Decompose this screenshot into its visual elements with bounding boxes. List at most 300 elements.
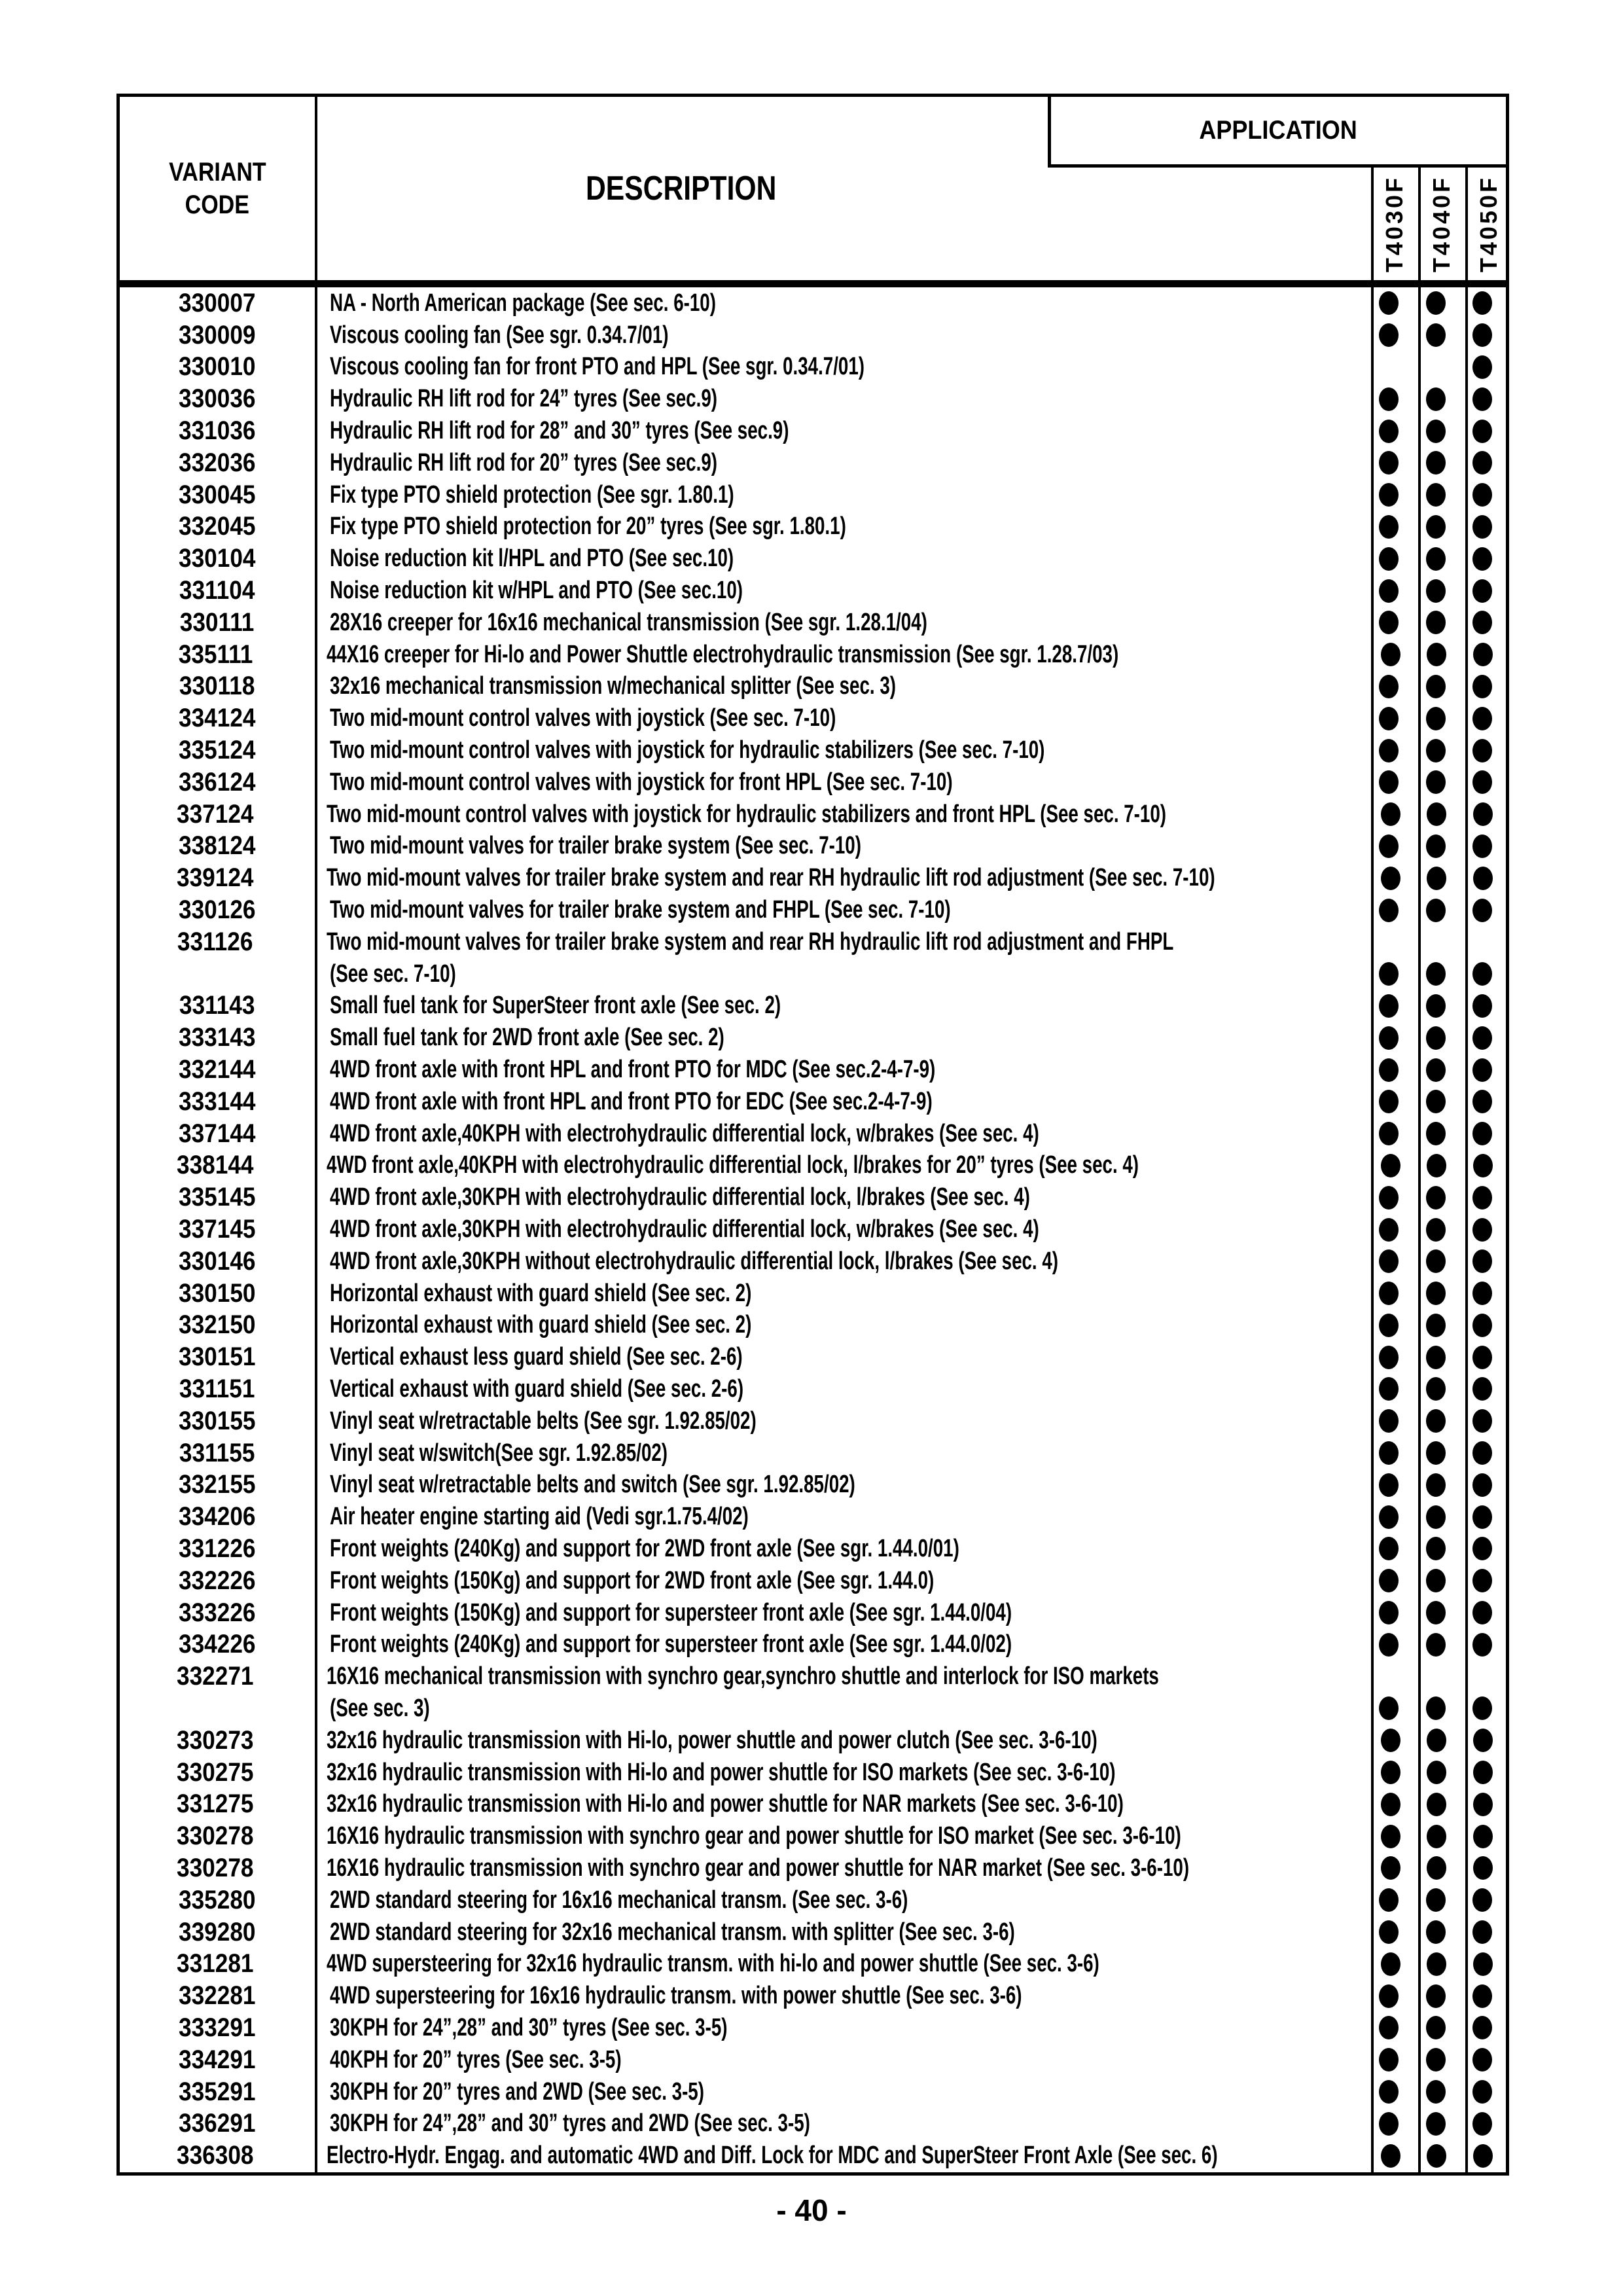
application-dot (1379, 1537, 1399, 1560)
variant-code: 330045 (178, 480, 256, 509)
application-dot (1472, 1696, 1492, 1720)
description-cell (314, 1280, 1365, 1308)
application-dot (1427, 1825, 1446, 1848)
variant-code: 335111 (178, 639, 253, 669)
variant-code-cell (120, 1087, 314, 1117)
application-dot (1381, 1952, 1400, 1976)
variant-code-cell (120, 800, 311, 829)
table-row (120, 607, 1506, 639)
application-dot (1379, 1601, 1399, 1624)
variant-code: 334291 (178, 2045, 256, 2074)
table-row (120, 1788, 1506, 1820)
application-dot (1426, 2016, 1446, 2039)
page-number: - 40 - (776, 2193, 847, 2227)
application-dot (1472, 2080, 1492, 2104)
description-cell (314, 449, 1365, 477)
application-dot (1381, 1793, 1400, 1816)
application-dot (1379, 451, 1399, 475)
table-row (120, 639, 1506, 671)
description-cell (311, 1854, 1367, 1882)
application-dot (1426, 1026, 1446, 1050)
variant-code-cell (120, 2013, 314, 2043)
description-text: Vinyl seat w/retractable belts and switch (See sgr. 1.92.85/02) (329, 1471, 855, 1499)
variant-code-cell (120, 289, 314, 318)
application-dot (1472, 1888, 1492, 1912)
table-row (120, 351, 1506, 384)
application-dot (1472, 675, 1492, 698)
variant-code: 330278 (177, 1853, 254, 1882)
variant-code: 332036 (178, 448, 256, 477)
application-dot (1427, 867, 1446, 890)
application-dot (1379, 515, 1399, 539)
table-row (120, 926, 1506, 958)
application-dot (1426, 579, 1446, 603)
application-dot (1473, 1856, 1493, 1880)
description-text: Viscous cooling fan for front PTO and HPL (See sgr. 0.34.7/01) (329, 353, 865, 381)
description-cell (314, 545, 1365, 573)
variant-code: 335145 (178, 1183, 256, 1212)
application-dot (1426, 515, 1446, 539)
variant-code-cell (120, 863, 311, 893)
variant-code: 331151 (179, 1374, 255, 1403)
description-cell (314, 417, 1365, 445)
application-dot (1472, 1920, 1492, 1944)
application-dot (1472, 579, 1492, 603)
description-text: 4WD supersteering for 32x16 hydraulic transm. with hi-lo and power shuttle (See sec. 3-6) (327, 1950, 1100, 1978)
variant-code-cell (120, 1566, 314, 1596)
description-text: Vinyl seat w/retractable belts (See sgr. 1.92.85/02) (329, 1407, 757, 1435)
description-text: 4WD supersteering for 16x16 hydraulic transm. with power shuttle (See sec. 3-6) (329, 1982, 1022, 2010)
application-dot (1472, 451, 1492, 475)
table-row (120, 1597, 1506, 1629)
description-cell (314, 1056, 1365, 1084)
variant-code-cell (120, 1439, 314, 1468)
table-row (120, 1437, 1506, 1469)
application-dot (1379, 611, 1399, 634)
description-text: 16X16 hydraulic transmission with synchro gear and power shuttle for NAR market (See sec. 3-6-10) (327, 1854, 1190, 1882)
application-dot (1379, 1218, 1399, 1242)
description-text: Fix type PTO shield protection for 20” tyres (See sgr. 1.80.1) (329, 512, 846, 541)
table-row (120, 1054, 1506, 1086)
variant-code: 331104 (179, 576, 255, 605)
variant-code-cell (120, 1630, 314, 1659)
application-dot (1379, 994, 1399, 1018)
application-cell-t4030f (1367, 1856, 1414, 1880)
description-cell (314, 1183, 1365, 1211)
variant-code: 330104 (178, 544, 256, 573)
description-text: Two mid-mount valves for trailer brake system and rear RH hydraulic lift rod adjustment (See sec. 7-10) (327, 864, 1215, 892)
variant-code: 332271 (177, 1662, 254, 1691)
description-text: Two mid-mount control valves with joystick for hydraulic stabilizers (See sec. 7-10) (329, 736, 1045, 764)
description-text: 28X16 creeper for 16x16 mechanical transmission (See sgr. 1.28.1/04) (329, 608, 927, 636)
application-dot (1426, 1441, 1446, 1465)
table-row (120, 287, 1506, 319)
description-cell (314, 512, 1365, 541)
application-dot (1473, 1154, 1493, 1177)
table-row (120, 479, 1506, 511)
variant-code-cell (120, 1981, 314, 2011)
variant-code: 330150 (178, 1278, 256, 1308)
description-text: Hydraulic RH lift rod for 28” and 30” tyres (See sec.9) (329, 417, 789, 445)
application-dot (1426, 1888, 1446, 1912)
application-dot (1472, 1186, 1492, 1210)
application-dot (1379, 1249, 1399, 1273)
application-dot (1379, 579, 1399, 603)
application-column-divider-2 (1418, 168, 1421, 2172)
application-dot (1379, 2048, 1399, 2072)
table-body (120, 287, 1506, 2172)
description-text: Two mid-mount valves for trailer brake system (See sec. 7-10) (329, 832, 861, 860)
description-text: Air heater engine starting aid (Vedi sgr.1.75.4/02) (329, 1503, 749, 1531)
variant-code-cell (120, 1247, 314, 1276)
description-text: Two mid-mount control valves with joystick for front HPL (See sec. 7-10) (329, 768, 953, 796)
application-dot (1379, 483, 1399, 507)
variant-code-cell (120, 927, 311, 957)
application-dot (1426, 770, 1446, 794)
application-dot (1427, 1761, 1446, 1784)
application-dot (1426, 387, 1446, 411)
description-cell (311, 1950, 1367, 1978)
table-row (120, 1565, 1506, 1597)
variant-code-cell (120, 1821, 311, 1851)
application-dot (1472, 547, 1492, 571)
application-cell-t4030f (1367, 1825, 1414, 1848)
variant-code: 335280 (178, 1885, 256, 1914)
application-dot (1472, 1282, 1492, 1305)
description-cell (314, 1311, 1365, 1339)
description-text: (See sec. 3) (329, 1694, 430, 1722)
application-dot (1472, 1984, 1492, 2008)
description-cell (311, 928, 1367, 956)
application-dot (1426, 1505, 1446, 1529)
application-dot (1426, 2112, 1446, 2136)
application-dot (1427, 1856, 1446, 1880)
application-dot (1473, 867, 1493, 890)
application-dot (1379, 1441, 1399, 1465)
application-dot (1379, 1920, 1399, 1944)
variant-code-cell (120, 1310, 314, 1340)
application-dot (1379, 2016, 1399, 2039)
variant-code-cell (120, 1662, 311, 1691)
variant-code: 330009 (178, 320, 256, 350)
description-text: Small fuel tank for 2WD front axle (See sec. 2) (329, 1024, 724, 1052)
application-dot (1426, 547, 1446, 571)
description-cell (311, 2142, 1367, 2170)
application-dot (1426, 739, 1446, 762)
application-dot (1426, 707, 1446, 730)
model-label-t4040f: T4040F (1428, 175, 1455, 272)
application-dot (1472, 291, 1492, 315)
variant-code: 330278 (177, 1821, 254, 1851)
application-dot (1426, 1186, 1446, 1210)
application-dot (1426, 1920, 1446, 1944)
application-dot (1426, 1249, 1446, 1273)
variant-code-cell (120, 416, 314, 446)
description-cell (314, 1535, 1365, 1563)
application-dot (1426, 291, 1446, 315)
description-cell (314, 1120, 1365, 1148)
variant-code-cell (120, 1055, 314, 1085)
table-row (120, 415, 1506, 447)
variant-code: 334226 (178, 1630, 256, 1659)
application-dot (1472, 994, 1492, 1018)
application-dot (1472, 1441, 1492, 1465)
description-cell (311, 1822, 1367, 1850)
application-dot (1426, 1314, 1446, 1337)
variant-code: 331281 (177, 1949, 254, 1979)
application-dot (1472, 770, 1492, 794)
variant-code: 330010 (178, 352, 256, 382)
description-text: Two mid-mount valves for trailer brake system and rear RH hydraulic lift rod adjustment and FHPL (327, 927, 1174, 956)
application-dot (1472, 2016, 1492, 2039)
application-dot (1427, 643, 1446, 666)
table-row (120, 1884, 1506, 1916)
description-text: 30KPH for 24”,28” and 30” tyres and 2WD (See sec. 3-5) (329, 2109, 810, 2138)
table-row (120, 1469, 1506, 1501)
description-text: Vinyl seat w/switch(See sgr. 1.92.85/02) (329, 1439, 668, 1467)
variant-table (116, 94, 1509, 2176)
table-row (120, 543, 1506, 575)
application-dot (1381, 867, 1400, 890)
variant-code-cell (120, 1726, 311, 1755)
application-dot (1379, 707, 1399, 730)
variant-code-cell (120, 1407, 314, 1436)
description-text: 4WD front axle,40KPH with electrohydraulic differential lock, l/brakes for 20” tyres (See sec. 4) (327, 1151, 1139, 1179)
application-dot (1379, 770, 1399, 794)
description-text: 4WD front axle with front HPL and front PTO for EDC (See sec.2-4-7-9) (329, 1087, 933, 1115)
description-text: Vertical exhaust less guard shield (See sec. 2-6) (329, 1343, 743, 1371)
variant-code-cell (120, 640, 311, 670)
application-cell-t4030f (1367, 1761, 1414, 1784)
description-cell (311, 1662, 1367, 1691)
variant-code: 330273 (177, 1725, 254, 1755)
application-dot (1381, 802, 1400, 826)
application-dot (1472, 962, 1492, 986)
description-cell (314, 896, 1365, 924)
variant-code: 331226 (178, 1534, 256, 1563)
application-dot (1472, 1090, 1492, 1113)
application-dot (1427, 1154, 1446, 1177)
description-cell (314, 1024, 1365, 1052)
application-dot (1379, 1186, 1399, 1210)
variant-code-cell (120, 480, 314, 510)
variant-code: 335291 (178, 2077, 256, 2106)
application-dot (1426, 1282, 1446, 1305)
table-row (120, 958, 1506, 990)
variant-code: 331126 (177, 927, 253, 956)
variant-code: 332045 (178, 512, 256, 541)
description-text: Horizontal exhaust with guard shield (See sec. 2) (329, 1279, 751, 1307)
description-text: 32x16 hydraulic transmission with Hi-lo and power shuttle for NAR markets (See sec. 3-6-10) (327, 1790, 1124, 1818)
description-cell (314, 2078, 1365, 2106)
application-dot (1472, 1026, 1492, 1050)
application-dot (1473, 643, 1493, 666)
description-cell (314, 385, 1365, 413)
description-text: Front weights (240Kg) and support for 2WD front axle (See sgr. 1.44.0/01) (329, 1534, 959, 1562)
description-text: Noise reduction kit l/HPL and PTO (See sec.10) (329, 545, 734, 573)
application-dot (1427, 802, 1446, 826)
description-cell (311, 1790, 1367, 1818)
table-row (120, 319, 1506, 351)
description-cell (314, 1215, 1365, 1244)
table-row (120, 1725, 1506, 1757)
application-cell-t4030f (1367, 802, 1414, 826)
application-dot (1472, 1537, 1492, 1560)
application-column-divider-1 (1371, 168, 1374, 2172)
model-label-t4030f: T4030F (1381, 175, 1408, 272)
description-text: 4WD front axle with front HPL and front PTO for MDC (See sec.2-4-7-9) (329, 1056, 935, 1084)
variant-code: 331155 (179, 1438, 255, 1467)
table-row (120, 1501, 1506, 1533)
application-header: APPLICATION (1048, 97, 1506, 168)
variant-code-cell (120, 1918, 314, 1947)
table-row (120, 511, 1506, 543)
application-dot (1472, 2112, 1492, 2136)
application-dot (1379, 1505, 1399, 1529)
description-text: Viscous cooling fan (See sgr. 0.34.7/01) (329, 321, 669, 349)
variant-code-cell (120, 1151, 311, 1180)
application-dot (1426, 1409, 1446, 1433)
table-row (120, 1181, 1506, 1213)
description-text: Small fuel tank for SuperSteer front axle (See sec. 2) (329, 992, 781, 1020)
description-text: 2WD standard steering for 32x16 mechanical transm. with splitter (See sec. 3-6) (329, 1918, 1015, 1946)
description-text: Front weights (150Kg) and support for 2WD front axle (See sgr. 1.44.0) (329, 1566, 934, 1594)
variant-code: 334206 (178, 1502, 256, 1532)
variant-code-cell (120, 768, 314, 797)
application-dot (1472, 611, 1492, 634)
description-text: 44X16 creeper for Hi-lo and Power Shuttle electrohydraulic transmission (See sgr. 1.28.7/03) (327, 640, 1119, 668)
application-dot (1426, 1058, 1446, 1082)
application-dot (1379, 2080, 1399, 2104)
application-dot (1379, 291, 1399, 315)
application-dot (1379, 739, 1399, 762)
description-text: Horizontal exhaust with guard shield (See sec. 2) (329, 1311, 751, 1339)
description-text: 32x16 mechanical transmission w/mechanical splitter (See sec. 3) (329, 672, 896, 700)
table-row (120, 1693, 1506, 1725)
description-text: 4WD front axle,40KPH with electrohydraulic differential lock, w/brakes (See sec. 4) (329, 1119, 1039, 1147)
application-dot (1426, 899, 1446, 922)
description-text: Two mid-mount valves for trailer brake system and FHPL (See sec. 7-10) (329, 896, 951, 924)
application-dot (1426, 420, 1446, 443)
application-dot (1426, 1569, 1446, 1592)
description-cell (314, 768, 1365, 797)
description-cell (314, 704, 1365, 732)
application-dot (1379, 323, 1399, 347)
application-cell-t4030f (1367, 2144, 1414, 2168)
description-cell (314, 1599, 1365, 1627)
table-row (120, 1213, 1506, 1246)
table-row (120, 702, 1506, 734)
variant-code: 338124 (178, 831, 256, 861)
application-dot (1379, 1026, 1399, 1050)
table-row (120, 1278, 1506, 1310)
description-text: Electro-Hydr. Engag. and automatic 4WD and Diff. Lock for MDC and SuperSteer Front Axle (See sec. 6) (327, 2142, 1218, 2170)
model-labels (1371, 171, 1512, 275)
description-cell (314, 1886, 1365, 1914)
variant-code-cell (120, 1598, 314, 1628)
variant-code-cell (120, 608, 314, 637)
description-text: Hydraulic RH lift rod for 24” tyres (See sec.9) (329, 385, 717, 413)
variant-code-cell (120, 1758, 311, 1787)
description-cell (311, 1151, 1367, 1179)
table-row (120, 2140, 1506, 2172)
variant-code: 337145 (178, 1215, 256, 1244)
application-dot (1381, 1761, 1400, 1784)
description-text: Two mid-mount control valves with joystick (See sec. 7-10) (329, 704, 836, 732)
table-row (120, 2012, 1506, 2044)
description-text: Vertical exhaust with guard shield (See sec. 2-6) (329, 1374, 743, 1403)
variant-code: 331275 (177, 1789, 254, 1819)
description-text: 16X16 hydraulic transmission with synchro gear and power shuttle for ISO market (See sec. 3-6-10) (327, 1822, 1181, 1850)
application-dot (1426, 1218, 1446, 1242)
variant-column-divider (315, 97, 317, 2172)
variant-code-cell (120, 1502, 314, 1532)
application-dot (1381, 1729, 1400, 1752)
application-dot (1379, 1696, 1399, 1720)
application-dot (1472, 387, 1492, 411)
variant-code-cell (120, 672, 314, 701)
table-row (120, 1150, 1506, 1182)
variant-code: 337124 (177, 799, 254, 829)
application-dot (1426, 323, 1446, 347)
description-cell (314, 1918, 1365, 1946)
application-dot (1379, 1633, 1399, 1657)
description-cell (314, 2046, 1365, 2074)
table-row (120, 447, 1506, 479)
variant-code-cell (120, 1374, 314, 1404)
description-cell (314, 736, 1365, 764)
application-dot (1472, 2048, 1492, 2072)
variant-code-cell (120, 704, 314, 733)
application-dot (1472, 1505, 1492, 1529)
variant-code-cell (120, 1342, 314, 1372)
application-dot (1426, 483, 1446, 507)
description-text: Fix type PTO shield protection (See sgr. 1.80.1) (329, 480, 734, 509)
variant-code: 334124 (178, 704, 256, 733)
application-dot (1472, 323, 1492, 347)
description-cell (314, 672, 1365, 700)
table-row (120, 1310, 1506, 1342)
variant-code-cell (120, 2045, 314, 2075)
variant-code-cell (120, 352, 314, 382)
application-dot (1426, 675, 1446, 698)
application-dot (1426, 1633, 1446, 1657)
application-dot (1379, 1346, 1399, 1369)
table-row (120, 766, 1506, 798)
application-cell-t4030f (1367, 867, 1414, 890)
application-dot (1472, 515, 1492, 539)
variant-code-cell (120, 576, 314, 605)
variant-code-cell (120, 512, 314, 541)
application-dot (1379, 547, 1399, 571)
application-dot (1379, 1569, 1399, 1592)
description-cell (311, 1759, 1367, 1787)
model-label-t4050f: T4050F (1475, 175, 1502, 272)
application-dot (1426, 1473, 1446, 1497)
description-text: Front weights (150Kg) and support for supersteer front axle (See sgr. 1.44.0/04) (329, 1598, 1012, 1626)
variant-code: 332144 (178, 1055, 256, 1085)
application-dot (1473, 802, 1493, 826)
description-text: (See sec. 7-10) (329, 960, 456, 988)
table-row (120, 1948, 1506, 1980)
table-row (120, 1980, 1506, 2012)
application-dot (1427, 1729, 1446, 1752)
description-text: Two mid-mount control valves with joystick for hydraulic stabilizers and front HPL (See sec. 7-10) (327, 800, 1167, 828)
variant-code: 330036 (178, 384, 256, 414)
table-row (120, 2108, 1506, 2140)
application-dot (1379, 2112, 1399, 2136)
variant-code: 330151 (178, 1342, 256, 1372)
